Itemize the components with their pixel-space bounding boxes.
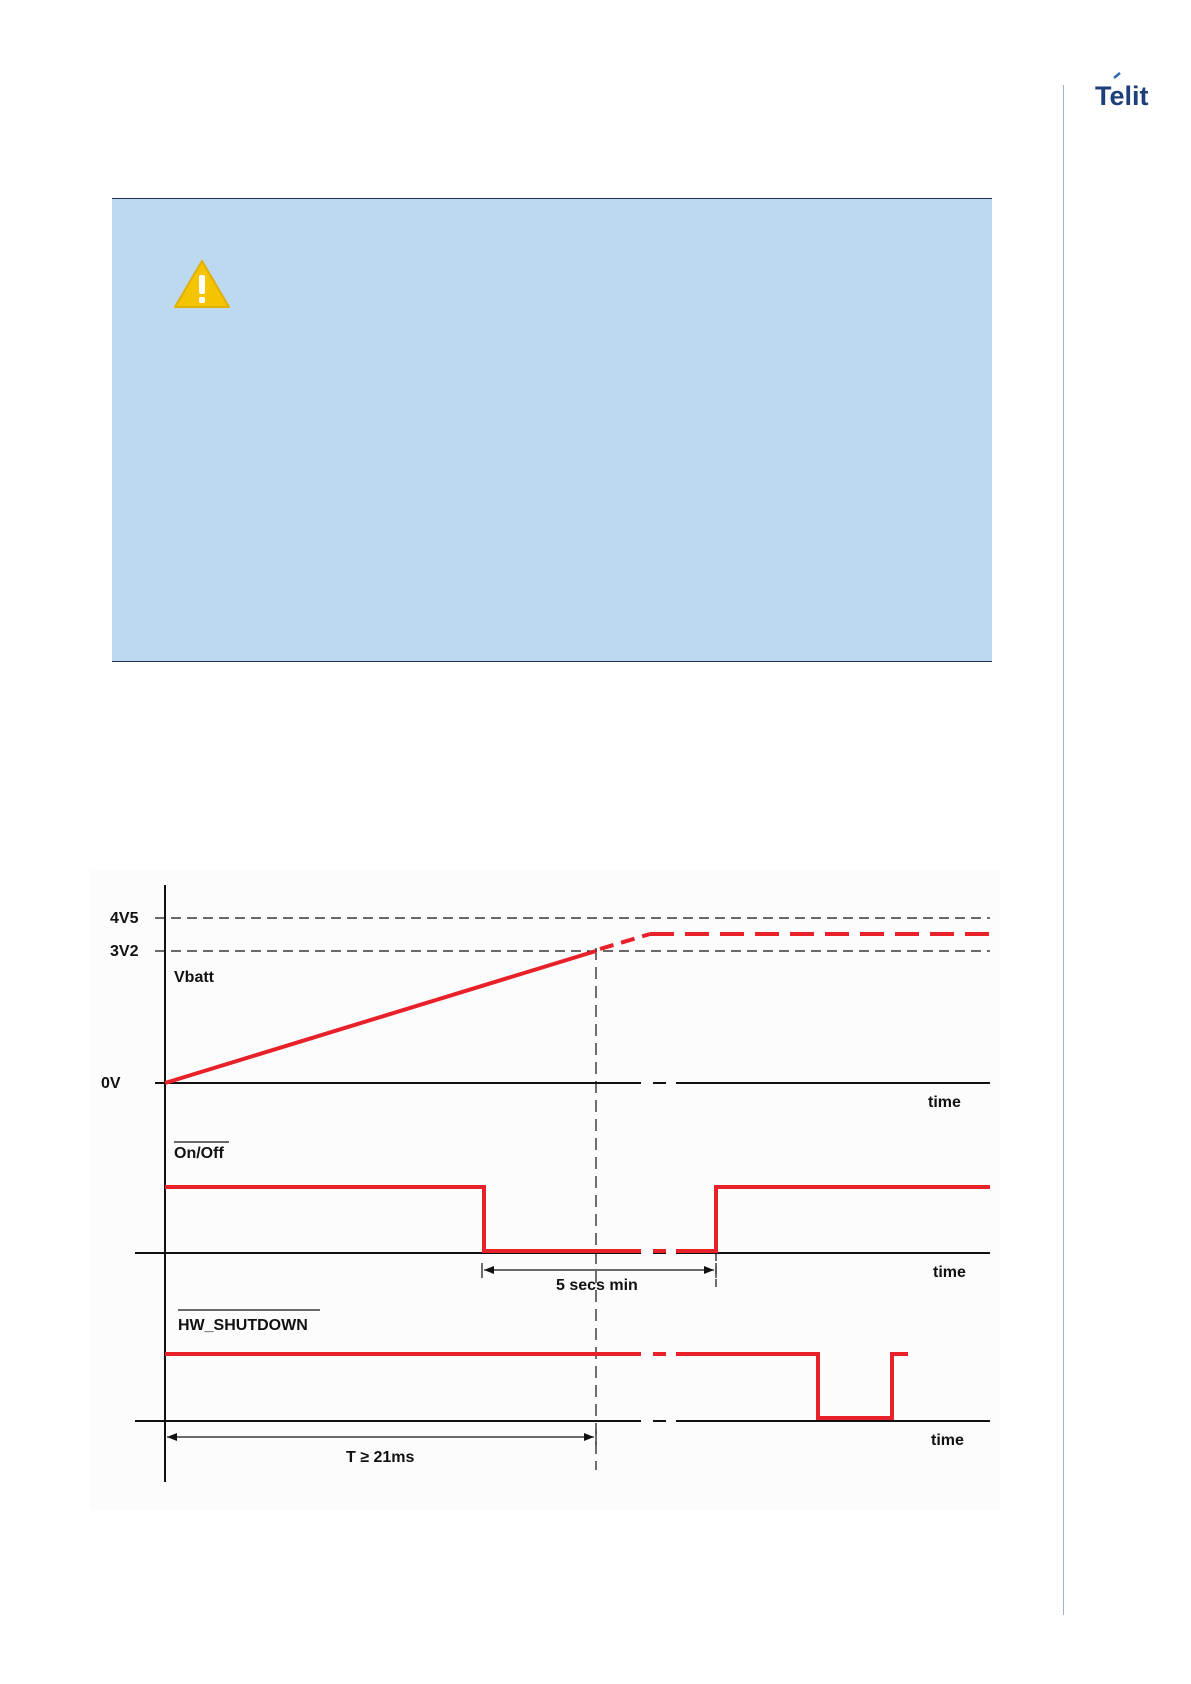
telit-logo (1093, 72, 1183, 112)
signal-label-hw-shutdown: HW_SHUTDOWN (178, 1317, 308, 1334)
time-label-hw-shutdown: time (931, 1432, 964, 1449)
on-off-duration-label: 5 secs min (556, 1277, 638, 1294)
level-label-0v: 0V (101, 1075, 121, 1092)
signal-label-vbatt: Vbatt (174, 969, 214, 986)
power-on-timing-diagram (90, 870, 1000, 1510)
time-label-vbatt: time (928, 1094, 961, 1111)
logo-wordmark: Telit (1095, 81, 1149, 111)
level-label-3v2: 3V2 (110, 943, 139, 960)
signal-label-on-off: On/Off (174, 1145, 224, 1162)
delay-duration-label: T ≥ 21ms (346, 1449, 415, 1466)
time-label-on-off: time (933, 1264, 966, 1281)
level-label-4v5: 4V5 (110, 910, 139, 927)
warning-callout (112, 198, 992, 662)
vbatt-ramp-continued (600, 934, 650, 949)
warning-triangle-icon (173, 259, 231, 309)
vbatt-ramp (165, 951, 596, 1083)
page-margin-rule (1063, 85, 1064, 1615)
on-off-signal (165, 1187, 641, 1251)
